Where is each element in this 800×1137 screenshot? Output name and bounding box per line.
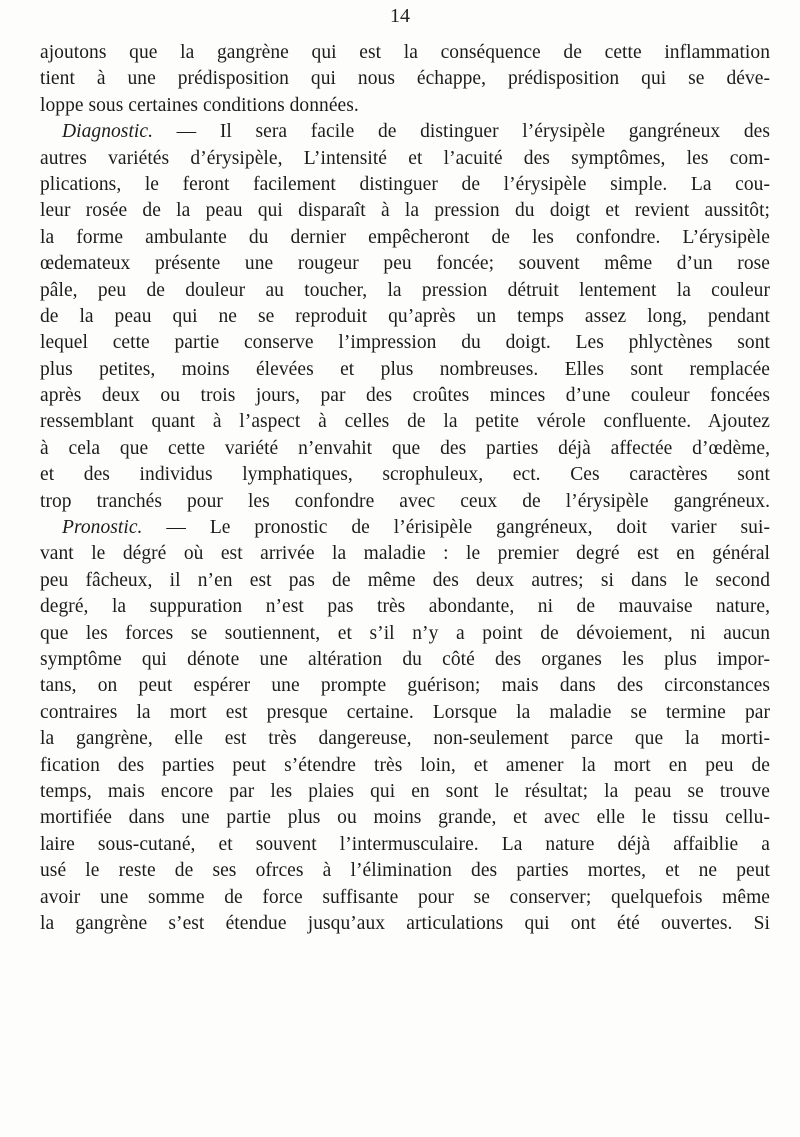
line-text: de la peau qui ne se reproduit qu’après un temps assez long, pendant xyxy=(40,305,770,327)
text-line xyxy=(40,146,770,172)
text-line xyxy=(40,832,770,858)
section-heading: Pronostic. xyxy=(62,517,143,539)
line-text: plications, le feront facilement distinguer de l’érysipèle simple. La cou- xyxy=(40,173,770,195)
section-heading: Diagnostic. xyxy=(62,121,154,143)
text-line xyxy=(40,278,770,304)
line-text: lequel cette partie conserve l’impression du doigt. Les phlyctènes sont xyxy=(40,332,770,354)
line-text: ressemblant quant à l’aspect à celles de la petite vérole confluente. Ajoutez xyxy=(40,411,770,433)
line-text: degré, la suppuration n’est pas très abondante, ni de mauvaise nature, xyxy=(40,596,770,618)
text-line xyxy=(40,251,770,277)
text-line xyxy=(40,594,770,620)
text-line xyxy=(40,462,770,488)
text-line xyxy=(40,225,770,251)
line-text: vant le dégré où est arrivée la maladie : le premier degré est en général xyxy=(40,543,770,565)
text-line xyxy=(40,673,770,699)
body-text xyxy=(40,40,770,937)
text-line xyxy=(40,93,770,119)
line-text: trop tranchés pour les confondre avec ceux de l’érysipèle gangréneux. xyxy=(40,490,770,512)
text-line xyxy=(40,198,770,224)
text-line xyxy=(40,330,770,356)
text-line xyxy=(40,805,770,831)
line-text: usé le reste de ses ofrces à l’élimination des parties mortes, et ne peut xyxy=(40,860,770,882)
line-text: loppe sous certaines conditions données. xyxy=(40,94,359,116)
line-text: — Le pronostic de l’érisipèle gangréneux, doit varier sui- xyxy=(142,517,770,539)
text-line xyxy=(40,700,770,726)
line-text: après deux ou trois jours, par des croûtes minces d’une couleur foncées xyxy=(40,385,770,407)
text-line xyxy=(40,40,770,66)
text-line xyxy=(40,753,770,779)
line-text: ajoutons que la gangrène qui est la conséquence de cette inflammation xyxy=(40,42,770,63)
line-text: plus petites, moins élevées et plus nombreuses. Elles sont remplacée xyxy=(40,358,770,380)
line-text: laire sous-cutané, et souvent l’intermusculaire. La nature déjà affaiblie a xyxy=(40,833,770,855)
text-line xyxy=(40,66,770,92)
line-text: — Il sera facile de distinguer l’érysipèle gangréneux des xyxy=(153,121,770,143)
line-text: œdemateux présente une rougeur peu foncée; souvent même d’un rose xyxy=(40,253,770,275)
line-text: tient à une prédisposition qui nous échappe, prédisposition qui se déve- xyxy=(40,68,770,90)
line-text: que les forces se soutiennent, et s’il n’y a point de dévoiement, ni aucun xyxy=(40,622,770,644)
line-text: la gangrène, elle est très dangereuse, non-seulement parce que la morti- xyxy=(40,728,770,750)
text-line xyxy=(40,779,770,805)
text-line xyxy=(40,409,770,435)
text-line xyxy=(40,172,770,198)
text-line xyxy=(40,885,770,911)
line-text: à cela que cette variété n’envahit que des parties déjà affectée d’œdème, xyxy=(40,437,770,459)
line-text: tans, on peut espérer une prompte guérison; mais dans des circonstances xyxy=(40,675,770,697)
line-text: la gangrène s’est étendue jusqu’aux articulations qui ont été ouvertes. Si xyxy=(40,912,770,934)
line-text: et des individus lymphatiques, scrophuleux, ect. Ces caractères sont xyxy=(40,464,770,486)
line-text: symptôme qui dénote une altération du côté des organes les plus impor- xyxy=(40,648,770,670)
line-text: contraires la mort est presque certaine. Lorsque la maladie se termine par xyxy=(40,701,770,723)
text-line xyxy=(40,304,770,330)
line-text: fication des parties peut s’étendre très loin, et amener la mort en peu de xyxy=(40,754,770,776)
text-line xyxy=(40,383,770,409)
line-text: avoir une somme de force suffisante pour se conserver; quelquefois même xyxy=(40,886,770,908)
line-text: peu fâcheux, il n’en est pas de même des deux autres; si dans le second xyxy=(40,569,770,591)
line-text: la forme ambulante du dernier empêcheront de les confondre. L’érysipèle xyxy=(40,226,770,248)
line-text: temps, mais encore par les plaies qui en sont le résultat; la peau se trouve xyxy=(40,780,770,802)
line-text: leur rosée de la peau qui disparaît à la pression du doigt et revient aussitôt; xyxy=(40,200,770,222)
text-line xyxy=(40,357,770,383)
page-number: 14 xyxy=(390,5,410,27)
text-line xyxy=(40,568,770,594)
line-text: mortifiée dans une partie plus ou moins grande, et avec elle le tissu cellu- xyxy=(40,807,770,829)
text-line xyxy=(40,515,770,541)
text-line xyxy=(40,541,770,567)
text-line xyxy=(40,621,770,647)
line-text: pâle, peu de douleur au toucher, la pression détruit lentement la couleur xyxy=(40,279,770,301)
line-text: autres variétés d’érysipèle, L’intensité et l’acuité des symptômes, les com- xyxy=(40,147,770,169)
text-line xyxy=(40,489,770,515)
text-line xyxy=(40,119,770,145)
text-line xyxy=(40,436,770,462)
text-line xyxy=(40,726,770,752)
text-line xyxy=(40,647,770,673)
text-line xyxy=(40,858,770,884)
text-line xyxy=(40,911,770,937)
